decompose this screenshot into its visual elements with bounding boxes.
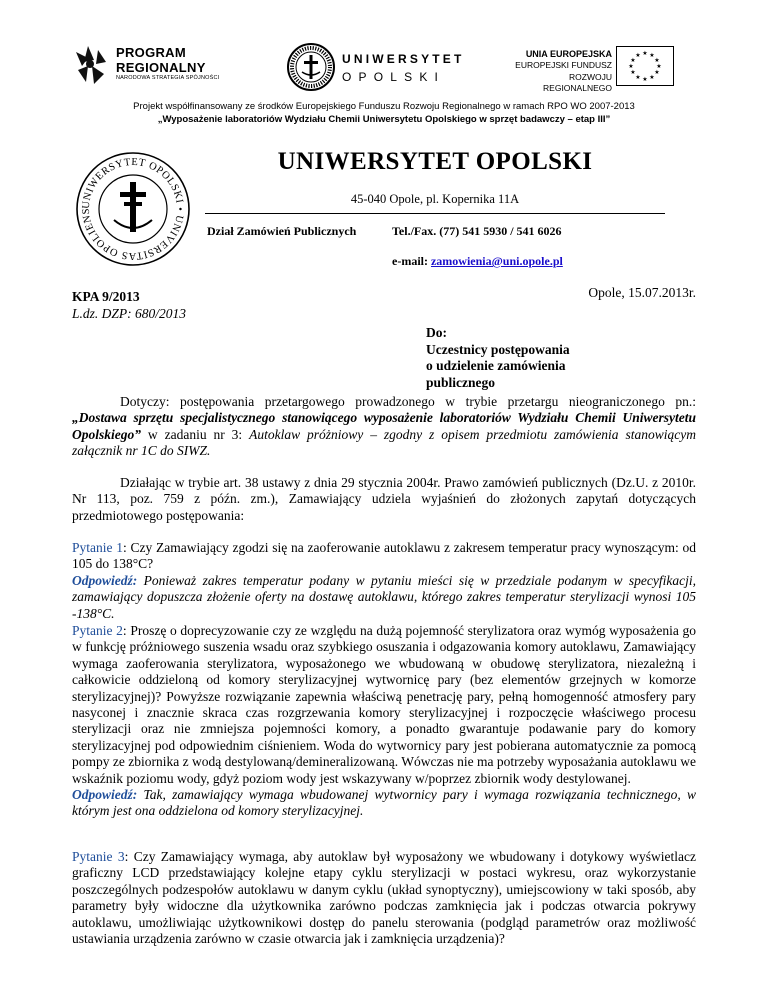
svg-text:★: ★ [654,69,660,76]
question-2-text: : Proszę o doprecyzowanie czy ze względu na dużą pojemność sterylizatora oraz wymóg wyposażenia go w funkcję próżniowego suszenia wsadu oraz szybkiego osuszania i odgazowania komory autoklawu, Zamawiający wymaga zaoferowania sterylizatora, wyposażonego we wbudowaną w obudowę sterylizatora, niezależną i całkowicie oddzieloną od komory sterylizacyjnej wytwornicę pary (bez elementów grzejnych w komorze sterylizacyjnej)? Powyższe rozwiązanie zapewnia właściwą penetrację pary, pełną homogenność atmosfery pary nasyconej i znacznie skraca czas rozgrzewania komory sterylizacyjnej i rozpoczęcie właściwego procesu sterylizacji oraz nie zmniejsza pojemności komory, a ponadto gwarantuje podawanie pary do komory sterylizacyjnej pod odpowiednim ciśnieniem. Woda do wytwornicy pary jest pobierana automatycznie za pomocą pompy ze zbiornika z wodą destylowaną/demineralizowaną. Wówczas nie ma potrzeby wyposażania autoklawu we wskaźnik poziomu wody, gdyż poziom wody jest wskazywany w/poprzez zbiornik wody destylowanej. [72,623,697,786]
program-logo-line3: NARODOWA STRATEGIA SPÓJNOŚCI [116,75,220,81]
svg-text:★: ★ [642,76,648,83]
eu-logo-text [506,48,612,95]
program-logo-line2: REGIONALNY [116,60,206,75]
svg-text:★: ★ [635,51,641,59]
star-icon [70,44,110,86]
program-logo-line1: PROGRAM [116,45,186,60]
answer-2 [72,787,696,820]
question-2 [72,623,696,787]
cofinancing-line: Projekt współfinansowany ze środków Europejskiego Funduszu Rozwoju Regionalnego w ramach RPO WO 2007-2013 [133,101,635,112]
email-row [392,254,563,269]
university-seal-icon [74,150,192,268]
question-3-text: : Czy Zamawiający wymaga, aby autoklaw był wyposażony we wbudowany i dotykowy wyświetlacz graficzny LCD przedstawiający kolejne etapy cyklu sterylizacji w postaci wykresu, oraz wykorzystanie poszczególnych podzespołów autoklawu w danym cyklu (układ synoptyczny), umiejscowiony w taki sposób, aby parametry były widoczne dla użytkownika zarówno podczas zamknięcia jak i podczas otwarcia pokrywy autoklawu, umożliwiając użytkownikowi dostęp do panelu sterowania (podgląd parametrów oraz możliwość ustawiania urządzenia zarówno w czasie otwarcia jak i zamknięcia urządzenia)? [72,849,696,947]
eu-logo-line2: EUROPEJSKI FUNDUSZ [515,60,612,71]
question-1-label: Pytanie 1 [72,540,124,555]
university-seal-small-icon [286,42,336,92]
recipient-line: publicznego [426,374,496,390]
subject-mid: w zadaniu nr 3: [141,426,250,442]
svg-text:★: ★ [642,50,648,57]
answer-2-label: Odpowiedź: [72,787,138,803]
svg-text:★: ★ [635,74,641,81]
recipient-line: o udzielenie zamówienia [426,358,566,373]
qa-item-1 [72,540,696,622]
question-3 [72,849,696,947]
subject-task: Autoklaw próżniowy – zgodny z opisem przedmiotu zamówienia stanowiącym załącznik nr 1C do SIWZ. [72,426,696,459]
svg-text:★: ★ [628,63,634,70]
letterhead-rule [205,213,665,214]
answer-2-text: Tak, zamawiający wymaga wbudowanej wytwornicy pary i wymaga rozwiązania technicznego, w którym jest ona oddzielona od komory sterylizacyjnej. [72,787,696,819]
program-regionalny-logo [70,44,220,90]
phone-fax: Tel./Fax. (77) 541 5930 / 541 6026 [392,224,562,238]
answer-1 [72,573,696,622]
question-3-label: Pytanie 3 [72,849,125,864]
place-date: Opole, 15.07.2013r. [588,285,696,300]
project-title-line: „Wyposażenie laboratoriów Wydziału Chemii Uniwersytetu Opolskiego w sprzęt badawczy – etap III” [157,114,611,125]
institution-name: UNIWERSYTET OPOLSKI [277,148,593,175]
email-label: e-mail: [392,254,431,268]
svg-text:★: ★ [649,51,655,59]
subject-paragraph [72,394,696,460]
legal-basis-paragraph: Działając w trybie art. 38 ustawy z dnia 29 stycznia 2004r. Prawo zamówień publicznych (Dz.U. z 2010r. Nr 113, poz. 759 z późn. zm.), Zamawiający udziela wyjaśnień do złożonych zapytań dotyczących przedmiotowego postępowania: [72,475,696,523]
svg-text:★: ★ [630,57,636,64]
recipient-line: Uczestnicy postępowania [426,341,570,357]
university-seal [74,150,192,273]
subject-title: „Dostawa sprzętu specjalistycznego stanowiącego wyposażenie laboratoriów Wydziału Chemii Uniwersytetu Opolskiego” [72,410,696,442]
recipient-block [426,325,570,391]
answer-1-text: Ponieważ zakres temperatur podany w pytaniu mieści się w przedziale podanym w specyfikacji, zamawiający dopuszcza złożenie oferty na dostawę autoklawu, którego zakres temperatur sterylizacji wynosi 105 -138°C. [72,572,696,621]
question-2-label: Pytanie 2 [72,623,123,638]
institution-address: 45-040 Opole, pl. Kopernika 11A [350,192,520,206]
program-logo-text [116,46,219,82]
qa-item-2 [72,623,696,820]
eu-flag [616,46,674,86]
registry-number: L.dz. DZP: 680/2013 [72,306,187,321]
answer-1-label: Odpowiedź: [72,572,138,588]
svg-text:★: ★ [656,63,662,70]
eu-logo-line1: UNIA EUROPEJSKA [525,49,612,59]
qa-item-3 [72,849,696,947]
subject-intro: Dotyczy: postępowania przetargowego prowadzonego w trybie przetargu nieograniczonego pn.: [120,394,696,409]
department-name: Dział Zamówień Publicznych [207,224,357,238]
case-number: KPA 9/2013 [72,289,140,304]
email-link[interactable]: zamowienia@uni.opole.pl [430,254,563,268]
university-logo-line2: OPOLSKI [342,70,446,84]
svg-text:★: ★ [649,74,655,81]
university-logo-line1: UNIWERSYTET [342,52,465,66]
question-1-text: : Czy Zamawiający zgodzi się na zaoferowanie autoklawu z zakresem temperatur pracy wynoszącym: od 105 do 138°C? [72,540,696,572]
svg-text:★: ★ [630,69,636,76]
eu-logo-line3: ROZWOJU REGIONALNEGO [543,71,612,94]
university-logo-text [342,52,465,84]
recipient-line: Do: [426,325,447,340]
svg-text:★: ★ [654,57,660,64]
seal-text: UNIWERSYTET OPOLSKI • UNIVERSITAS OPOLIENS [80,156,186,262]
question-1 [72,540,696,573]
eu-stars-icon [617,47,673,85]
